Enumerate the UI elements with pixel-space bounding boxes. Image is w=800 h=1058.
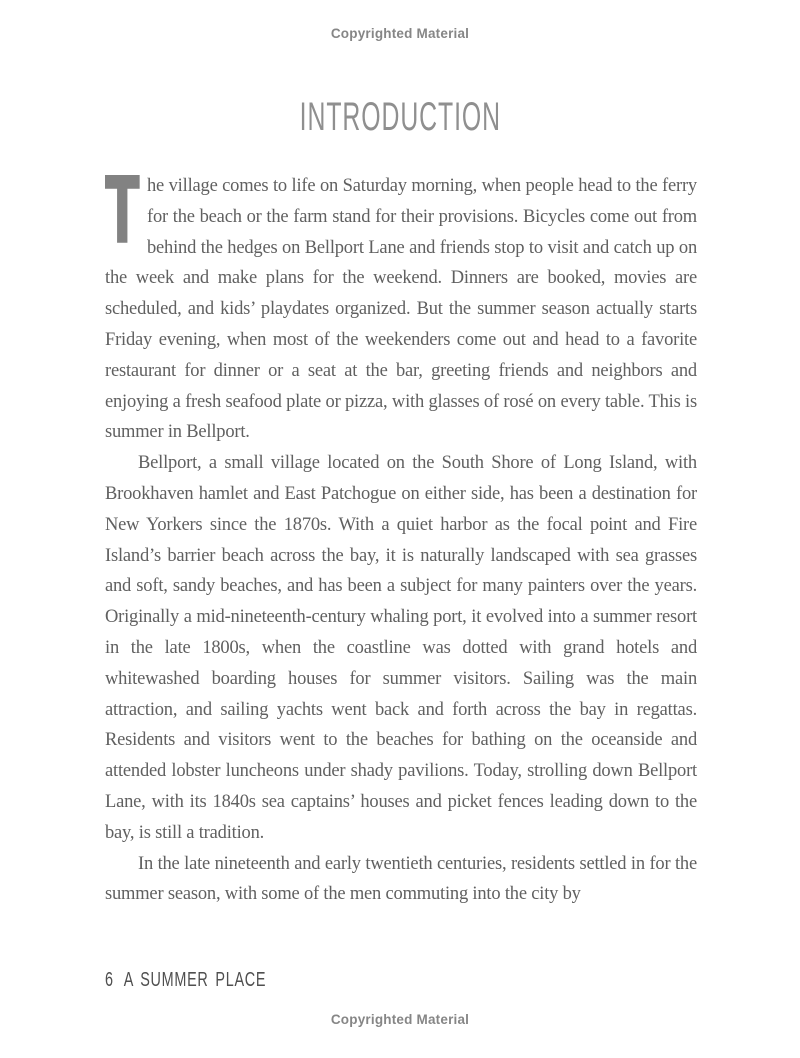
paragraph-2: Bellport, a small village located on the South Shore of Long Island, with Brookhaven hamlet and East Patchogue on either side, has been a destination for New Yorkers since the 1870s. With a quiet harbor as the focal point and Fire Island’s barrier beach across the bay, it is naturally landscaped with sea grasses and soft, sandy beaches, and has been a subject for many painters over the years. Originally a mid-nineteenth-century whaling port, it evolved into a summer resort in the late 1800s, when the coastline was dotted with grand hotels and whitewashed boarding houses for summer visitors. Sailing was the main attraction, and sailing yachts went back and forth across the bay in regattas. Residents and visitors went to the beaches for bathing on the oceanside and attended lobster luncheons under shady pavilions. Today, strolling down Bellport Lane, with its 1840s sea captains’ houses and picket fences leading down to the bay, is still a tradition. [105,453,697,843]
book-title: A SUMMER PLACE [123,969,267,991]
drop-cap [105,175,140,243]
paragraph-3: In the late nineteenth and early twentieth centuries, residents settled in for the summer season, with some of the men commuting into the city by [105,853,697,905]
page-number: 6 [105,969,114,991]
running-footer-text [105,970,266,990]
copyright-watermark-bottom: Copyrighted Material [330,1012,470,1027]
paragraph-1-text: he village comes to life on Saturday morning, when people head to the ferry for the beach or the farm stand for their provisions. Bicycles come out from behind the hedges on Bellport Lane and friends stop to visit and catch up on the week and make plans for the weekend. Dinners are booked, movies are scheduled, and kids’ playdates organized. But the summer season actually starts Friday evening, when most of the weekenders come out and head to a favorite restaurant for dinner or a seat at the bar, greeting friends and neighbors and enjoying a fresh seafood plate or pizza, with glasses of rosé on every table. This is summer in Bellport. [105,176,697,443]
chapter-title: INTRODUCTION [299,95,501,139]
chapter-title-container [0,97,800,137]
copyright-watermark-top: Copyrighted Material [330,26,470,41]
paragraph-1 [105,171,697,448]
running-footer [105,970,329,991]
drop-cap-letter: T [105,175,140,243]
body-text [105,171,697,910]
